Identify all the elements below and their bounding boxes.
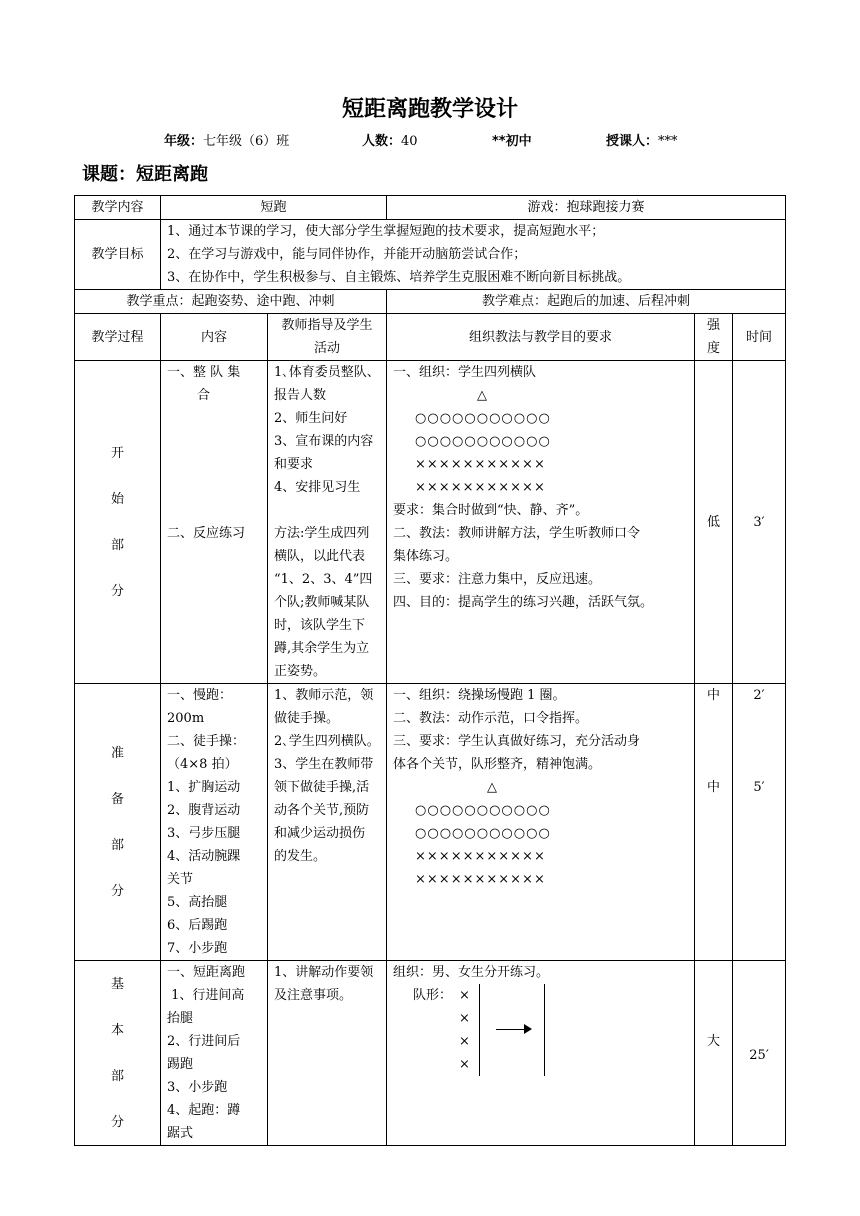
intensity-basic: 大 [695, 961, 733, 1146]
method-basic: 组织：男、女生分开练习。 队形： × × × × [387, 961, 695, 1146]
count-label: 人数： [362, 134, 402, 149]
formation-row: ○○○○○○○○○○○ [415, 826, 551, 841]
guide-prep: 1、教师示范，领 做徒手操。 2､学生四列横队。 3、学生在教师带 领下做徒手操,活 动各个关节,预防 和减少运动损伤 的发生。 [268, 684, 387, 961]
student-mark: × [459, 1057, 470, 1072]
content-game: 游戏：抱球跑接力赛 [387, 196, 786, 220]
header-row [75, 314, 786, 361]
keypoints-row [75, 290, 786, 314]
difficulties: 教学难点：起跑后的加速、后程冲刺 [387, 290, 786, 314]
header-content: 内容 [161, 314, 268, 361]
count-info [362, 130, 418, 149]
teacher-info [606, 130, 678, 149]
guide-start: 1､体育委员整队、 报告人数 2、师生问好 3、宣布课的内容 和要求 4、安排见习生 方法:学生成四列 横队，以此代表 “1、2、3、4”四 个队;教师喊某队 时，该队学生下 蹲,其余学生为立 正姿势。 [268, 361, 387, 684]
goal-line: 1、通过本节课的学习，使大部分学生掌握短跑的技术要求，提高短跑水平； [167, 224, 605, 239]
teacher-value: *** [658, 134, 678, 149]
goals-row [75, 220, 786, 290]
header-intensity: 强 度 [695, 314, 733, 361]
school-name: **初中 [492, 134, 532, 149]
lesson-topic: 课题：短距离跑 [82, 164, 208, 185]
header-time: 时间 [733, 314, 786, 361]
formation-row: ××××××××××× [415, 480, 546, 495]
part-prep: 准 备 部 分 [75, 684, 161, 961]
content-start: 一、整 队 集 合 二、反应练习 [161, 361, 268, 684]
student-mark: × [459, 1011, 470, 1026]
student-mark: × [459, 988, 470, 1003]
part-basic: 基 本 部 分 [75, 961, 161, 1146]
goals-label: 教学目标 [75, 220, 161, 290]
guide-basic: 1、讲解动作要领 及注意事项。 [268, 961, 387, 1146]
method-prep: 一、组织：绕操场慢跑 1 圈。 二、教法：动作示范，口令指挥。 三、要求：学生认真做好练习，充分活动身 体各个关节，队形整齐，精神饱满。 △ ○○○○○○○○○○○ ○○○○○○○○○○○ ××××××××××× ××××××××××× [387, 684, 695, 961]
method-start: 一、组织：学生四列横队 △ ○○○○○○○○○○○ ○○○○○○○○○○○ ××××××××××× ××××××××××× 要求：集合时做到“快、静、齐”。 二、教法：教师讲解方法，学生听教师口令 集体练习。 三、要求：注意力集中，反应迅速。 四、目的：提高学生的练习兴趣，活跃气氛。 [387, 361, 695, 684]
time-prep: 2′ 5′ [733, 684, 786, 961]
content-row [75, 196, 786, 220]
student-mark: × [459, 1034, 470, 1049]
start-line [479, 984, 480, 1076]
part-start: 开 始 部 分 [75, 361, 161, 684]
finish-line [544, 984, 545, 1076]
formation-row: ××××××××××× [415, 457, 546, 472]
header-method: 组织教法与教学目的要求 [387, 314, 695, 361]
count-value: 40 [401, 134, 418, 149]
section-basic [75, 961, 786, 1146]
lesson-plan-table [74, 195, 786, 1146]
formation-row: ××××××××××× [415, 849, 546, 864]
goal-line: 3、在协作中，学生积极参与、自主锻炼、培养学生克服困难不断向新目标挑战。 [167, 270, 631, 285]
grade-info [164, 130, 289, 149]
teacher-label: 授课人： [606, 134, 659, 149]
content-main: 短跑 [161, 196, 387, 220]
header-process: 教学过程 [75, 314, 161, 361]
header-guide: 教师指导及学生 活动 [268, 314, 387, 361]
goals-text [161, 220, 786, 290]
content-label: 教学内容 [75, 196, 161, 220]
page-title: 短距离跑教学设计 [341, 97, 518, 122]
arrow-line [496, 1029, 526, 1030]
time-basic: 25′ [733, 961, 786, 1146]
time-start: 3′ [733, 361, 786, 684]
formation-diagram [393, 984, 688, 1076]
content-basic: 一、短距离跑 1、行进间高 抬腿 2、行进间后 踢跑 3、小步跑 4、起跑：蹲 踞式 [161, 961, 268, 1146]
formation-row: ○○○○○○○○○○○ [415, 803, 551, 818]
teacher-triangle: △ [487, 780, 498, 795]
arrow-right-icon [524, 1024, 532, 1034]
section-start [75, 361, 786, 684]
teacher-triangle: △ [477, 388, 488, 403]
formation-row: ○○○○○○○○○○○ [415, 411, 551, 426]
formation-row: ○○○○○○○○○○○ [415, 434, 551, 449]
intensity-start: 低 [695, 361, 733, 684]
content-prep: 一、慢跑： 200m 二、徒手操： （4×8 拍） 1、扩胸运动 2、腹背运动 3、弓步压腿 4、活动腕踝 关节 5、高抬腿 6、后踢跑 7、小步跑 [161, 684, 268, 961]
grade-value: 七年级（6）班 [203, 134, 290, 149]
goal-line: 2、在学习与游戏中，能与同伴协作，并能开动脑筋尝试合作； [167, 247, 527, 262]
formation-row: ××××××××××× [415, 872, 546, 887]
grade-label: 年级： [164, 134, 204, 149]
intensity-prep: 中 中 [695, 684, 733, 961]
formation-label: 队形： [413, 988, 453, 1003]
key-points: 教学重点：起跑姿势、途中跑、冲刺 [75, 290, 387, 314]
section-prep [75, 684, 786, 961]
